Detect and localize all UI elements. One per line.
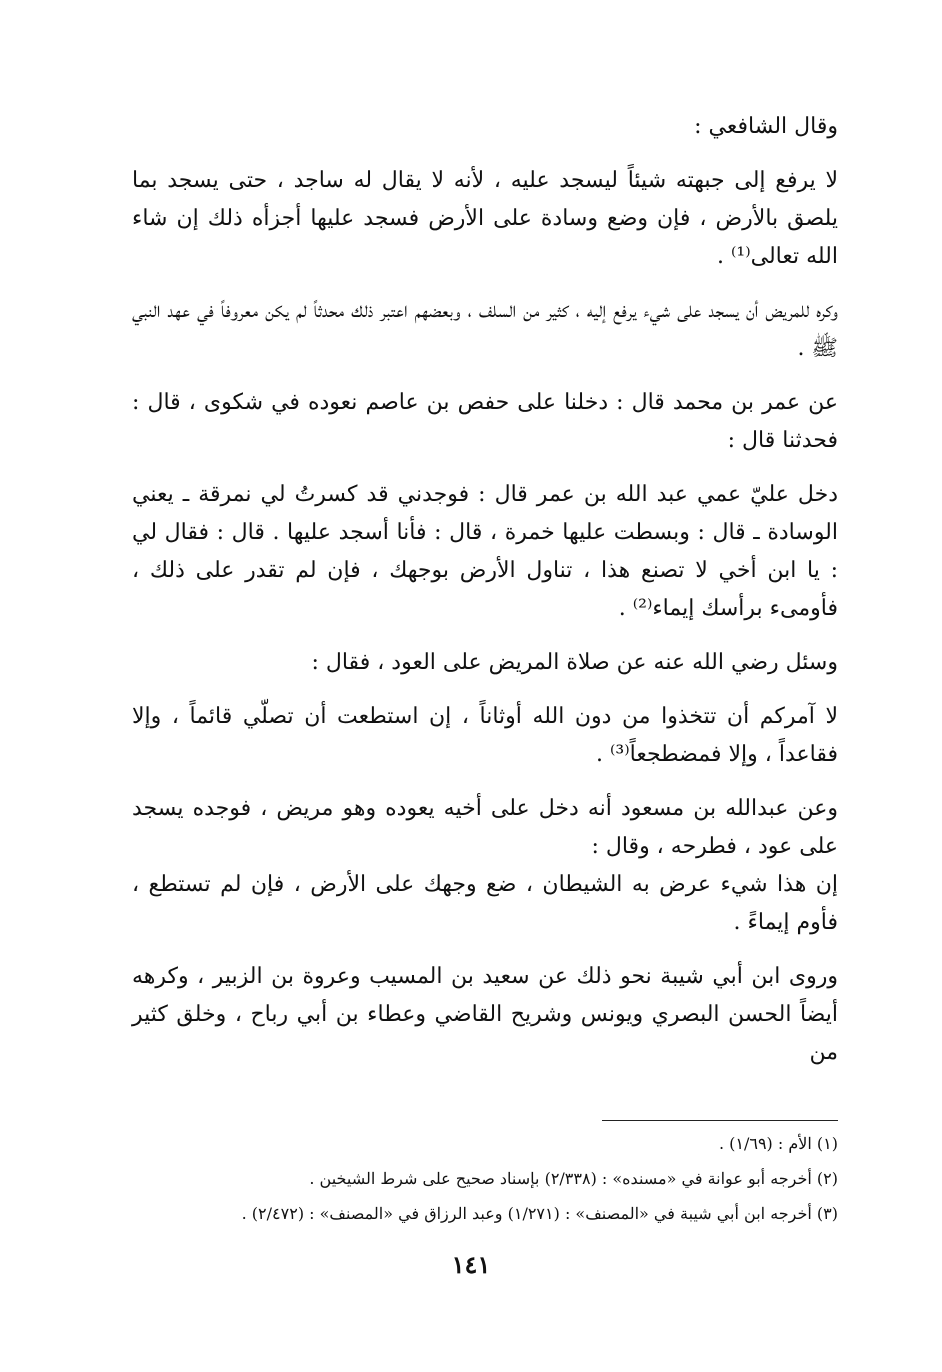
paragraph-abdullah-ibn-umar: دخل عليّ عمي عبد الله بن عمر قال : فوجدني قد كسرتُ لي نمرقة ـ يعني الوسادة ـ قال : وبسطت عليها خمرة ، قال : فأنا أسجد عليها . قال : فقال لي : يا ابن أخي لا تصنع هذا ، تناول الأرض بوجهك ، فإن لم تقدر على ذلك ، فأومىء برأسك إيماء⁽²⁾ . — [132, 482, 838, 621]
footnotes — [118, 1126, 838, 1231]
paragraph-ibn-masud: وعن عبدالله بن مسعود أنه دخل على أخيه يعوده وهو مريض ، فوجده يسجد على عود ، فطرحه ، وقال : — [132, 796, 838, 859]
paragraph-question: وسئل رضي الله عنه عن صلاة المريض على العود ، فقال : — [311, 650, 838, 675]
paragraph-answer: لا آمركم أن تتخذوا من دون الله أوثاناً ، إن استطعت أن تصلّي قائماً ، وإلا فقاعداً ، وإلا فمضطجعاً⁽³⁾ . — [132, 704, 838, 767]
paragraph-ibn-masud-quote: إن هذا شيء عرض به الشيطان ، ضع وجهك على الأرض ، فإن لم تستطع ، فأوم إيماءً . — [132, 872, 838, 935]
paragraph-shafii-intro: وقال الشافعي : — [694, 114, 838, 139]
paragraph-shafii-quote: لا يرفع إلى جبهته شيئاً ليسجد عليه ، لأنه لا يقال له ساجد ، حتى يسجد بما يلصق بالأرض ، فإن وضع وسادة على الأرض فسجد عليها أجزأه ذلك إن شاء الله تعالى⁽¹⁾ . — [132, 168, 838, 269]
footnote-1: (١) الأم : (١/٦٩) . — [718, 1134, 838, 1153]
footnote-divider — [602, 1120, 838, 1121]
paragraph-ibn-abi-shaybah: وروى ابن أبي شيبة نحو ذلك عن سعيد بن المسيب وعروة بن الزبير ، وكرهه أيضاً الحسن البصري ويونس وشريح القاضي وعطاء بن أبي رباح ، وخلق كثير من — [132, 964, 838, 1065]
main-text — [132, 108, 838, 1072]
footnote-3: (٣) أخرجه ابن أبي شيبة في «المصنف» : (١/٢٧١) وعبد الرزاق في «المصنف» : (٢/٤٧٢) . — [241, 1204, 838, 1223]
paragraph-umar-narration: عن عمر بن محمد قال : دخلنا على حفص بن عاصم نعوده في شكوى ، قال : فحدثنا قال : — [132, 390, 838, 453]
footnote-2: (٢) أخرجه أبو عوانة في «مسنده» : (٢/٣٣٨) بإسناد صحيح على شرط الشيخين . — [309, 1169, 838, 1188]
paragraph-sick-prostration: وكره للمريض أن يسجد على شيء يرفع إليه ، كثير من السلف ، وبعضهم اعتبر ذلك محدثاً لم يكن معروفاً في عهد النبي ﷺ . — [132, 298, 838, 361]
page-number: ١٤١ — [451, 1250, 491, 1279]
